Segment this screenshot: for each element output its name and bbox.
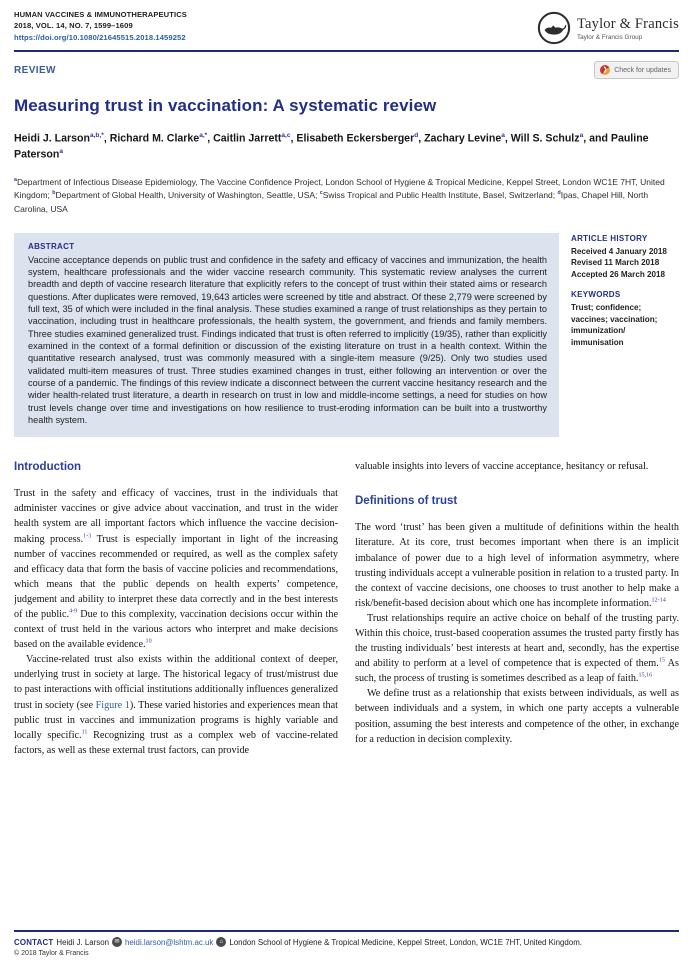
contact-name: Heidi J. Larson [56, 937, 110, 947]
reference-superscript: 15,16 [638, 672, 653, 679]
page-footer [14, 925, 679, 957]
intro-continuation: valuable insights into levers of vaccine acceptance, hesitancy or refusal. [355, 461, 649, 473]
publisher-wordmark [577, 16, 679, 41]
publication-meta [14, 9, 187, 43]
reference-superscript: a [14, 177, 17, 184]
abstract-heading: ABSTRACT [28, 241, 75, 251]
contact-label: CONTACT [14, 937, 54, 947]
abstract-row [14, 233, 679, 438]
reference-superscript: a,b,* [89, 132, 104, 139]
received-date: Received 4 January 2018 [571, 246, 667, 256]
article-title: Measuring trust in vaccination: A systematic review [14, 96, 437, 115]
article-type-row [14, 61, 679, 79]
intro-paragraph-1: Trust in the safety and efficacy of vaccines, trust in the individuals that administer vaccines or give advice about vaccination, and trust in the wider health system are all important factors which influence the vaccine decision-making process.$^{1-3}$ Trust is especially important in light of the increasing number of vaccines recommended or required, as well as the complex safety and efficacy data that form the basis of vaccine policies and recommendations, which means that the public depends on health experts’ competence, judgement and ability to interpret these data correctly and in the best interests of the public.$^{4-9}$ Due to this complexity, vaccination decisions occur within the context of trust held in the various actors who interpret and make decisions based on the available evidence.$^{10}$ [14, 488, 338, 651]
section-heading-definitions: Definitions of trust [355, 495, 458, 508]
accepted-date: Accepted 26 March 2018 [571, 270, 666, 280]
volume-info: 2018, VOL. 14, NO. 7, 1599–1609 [14, 21, 133, 31]
reference-superscript: a [501, 132, 505, 139]
definitions-paragraph-3: We define trust as a relationship that exists between individuals, as well as between individuals and a system, in which one party accepts a vulnerable position, assuming the best interests and competence of the other, in exchange for a reduction in decision complexity. [355, 688, 679, 745]
reference-superscript: a [59, 148, 63, 156]
taylor-francis-lamp-icon [537, 11, 571, 45]
building-icon: ⌂ [216, 937, 226, 947]
reference-superscript: d [414, 132, 419, 139]
contact-address: London School of Hygiene & Tropical Medicine, Keppel Street, London, WC1E 7HT, United Kingdom. [229, 937, 582, 947]
reference-superscript: a,* [199, 132, 208, 139]
header-divider [14, 50, 679, 52]
check-for-updates-label: Check for updates [614, 66, 671, 74]
email-icon: ✉ [112, 937, 122, 947]
publisher-group: Taylor & Francis Group [576, 33, 643, 41]
reference-superscript: 10 [145, 638, 152, 645]
affiliations: $^a$Department of Infectious Disease Epidemiology, The Vaccine Confidence Project, London School of Hygiene & Tropical Medicine, Keppel Street, London WC1E 7HT, United Kingdom; $^b$Department of Global Health, University of Washington, Seattle, USA; $^c$Swiss Tropical and Public Health Institute, Basel, Switzerland; $^d$Ipas, Chapel Hill, North Carolina, USA [14, 176, 665, 215]
revised-date: Revised 11 March 2018 [571, 258, 660, 268]
article-info-sidebar [571, 233, 679, 438]
definitions-paragraph-1: The word ‘trust’ has been given a multitude of definitions within the health literature. At its core, trust becomes important when there is an implicit imbalance of power due to a high level of information asymmetry, where trusting individuals accept a vulnerable position in relation to a trusted party. In the context of vaccine decisions, one chooses to trust another to help make a risk/benefit-based decision about which one has incomplete information.$^{12-14}$ [355, 522, 679, 609]
keywords-list: Trust; confidence; vaccines; vaccination; immunization/ immunisation [571, 302, 658, 348]
article-history-heading: ARTICLE HISTORY [571, 233, 648, 243]
intro-paragraph-2: Vaccine-related trust also exists within the additional context of deeper, underlying trust in society at large. The historical legacy of trust/mistrust due to past interactions with official institutions additionally influences generalized trust in society (see Figure 1). These varied histories and experiences mean that public trust in vaccines and immunization programs is highly variable and locally specific.$^{11}$ Recognizing trust as a complex web of vaccine-related factors, as well as these external trust factors, can provide [14, 654, 338, 756]
contact-email-link[interactable]: heidi.larson@lshtm.ac.uk [125, 937, 214, 947]
reference-superscript: 4-9 [69, 608, 78, 615]
journal-header [14, 0, 679, 45]
reference-superscript: d [557, 190, 561, 197]
left-column [14, 459, 338, 877]
section-heading-introduction: Introduction [14, 461, 82, 474]
author-list: Heidi J. Larson$^{a,b,*}$, Richard M. Clarke$^{a,*}$, Caitlin Jarrett$^{a,c}$, Elisabeth Eckersberger$^d$, Zachary Levine$^a$, Will S. Schulz$^a$, and Pauline Paterson$^a$ [14, 132, 649, 161]
doi-link[interactable]: https://doi.org/10.1080/21645515.2018.1459252 [14, 32, 186, 42]
abstract-section [14, 233, 559, 438]
contact-line [14, 937, 679, 947]
definitions-paragraph-2: Trust relationships require an active choice on behalf of the trusting party. Within this choice, trust-based cooperation assumes the trusted party firstly has the trusting individuals’ best interests at heart and, secondly, has the expertise and ability to perform at a level of competence that is expected of them.$^{15}$ As such, the process of trusting is sometimes described as a leap of faith.$^{15,16}$ [355, 612, 679, 685]
reference-superscript: 12-14 [651, 597, 666, 604]
publisher-name: Taylor & Francis [576, 15, 679, 32]
footer-divider [14, 930, 679, 932]
reference-superscript: 15 [658, 657, 665, 664]
body-columns [14, 459, 679, 877]
crossmark-icon: ❯ [600, 65, 610, 75]
keywords-heading: KEYWORDS [571, 289, 621, 299]
reference-superscript: b [52, 190, 56, 197]
article-type-label: REVIEW [14, 64, 56, 76]
figure-link[interactable]: Figure 1 [95, 699, 130, 711]
publisher-logo [537, 11, 679, 45]
reference-superscript: a,c [281, 132, 291, 139]
reference-superscript: c [319, 190, 323, 197]
right-column [355, 459, 679, 877]
reference-superscript: 11 [81, 729, 88, 736]
reference-superscript: 1-3 [83, 533, 92, 540]
copyright-notice: © 2018 Taylor & Francis [14, 950, 89, 957]
check-for-updates-button[interactable] [594, 61, 679, 79]
abstract-text: Vaccine acceptance depends on public trust and confidence in the safety and efficacy of vaccines and immunization, the health system, healthcare professionals and the wider vaccine research community. This systematic review analyses the current breadth and depth of vaccine research literature that explicitly refers to the concept of trust within their stated aims or research questions. After duplicates were removed, 19,643 articles were screened by title and abstract. Of these 2,779 were screened by full text, 35 of which were included in the final analysis. These studies examined a range of trust relationships as they pertain to vaccination, including trust in healthcare professionals, the health system, the government, and friends and family members. Three studies examined generalized trust. Findings indicated that trust is often referred to implicitly (19/35), rather than explicitly examined in the context of a formal definition or discussion of the existing literature on trust in a health context. Within the quantitative research analysed, trust was commonly measured with a single-item measure (9/25). Only two studies used validated multi-item measures of trust. Three studies examined changes in trust, either following an intervention or over the course of a pandemic. The findings of this review indicate a disconnect between the current vaccine hesitancy research and the wider health-related trust literature, a dearth in research on trust in low and middle-income settings, a need for studies on how trust levels change over time and investigations on how resilience to trust-eroding information can be built into a trustworthy health system. [28, 254, 547, 425]
journal-title: HUMAN VACCINES & IMMUNOTHERAPEUTICS [14, 10, 187, 19]
reference-superscript: a [579, 132, 584, 139]
